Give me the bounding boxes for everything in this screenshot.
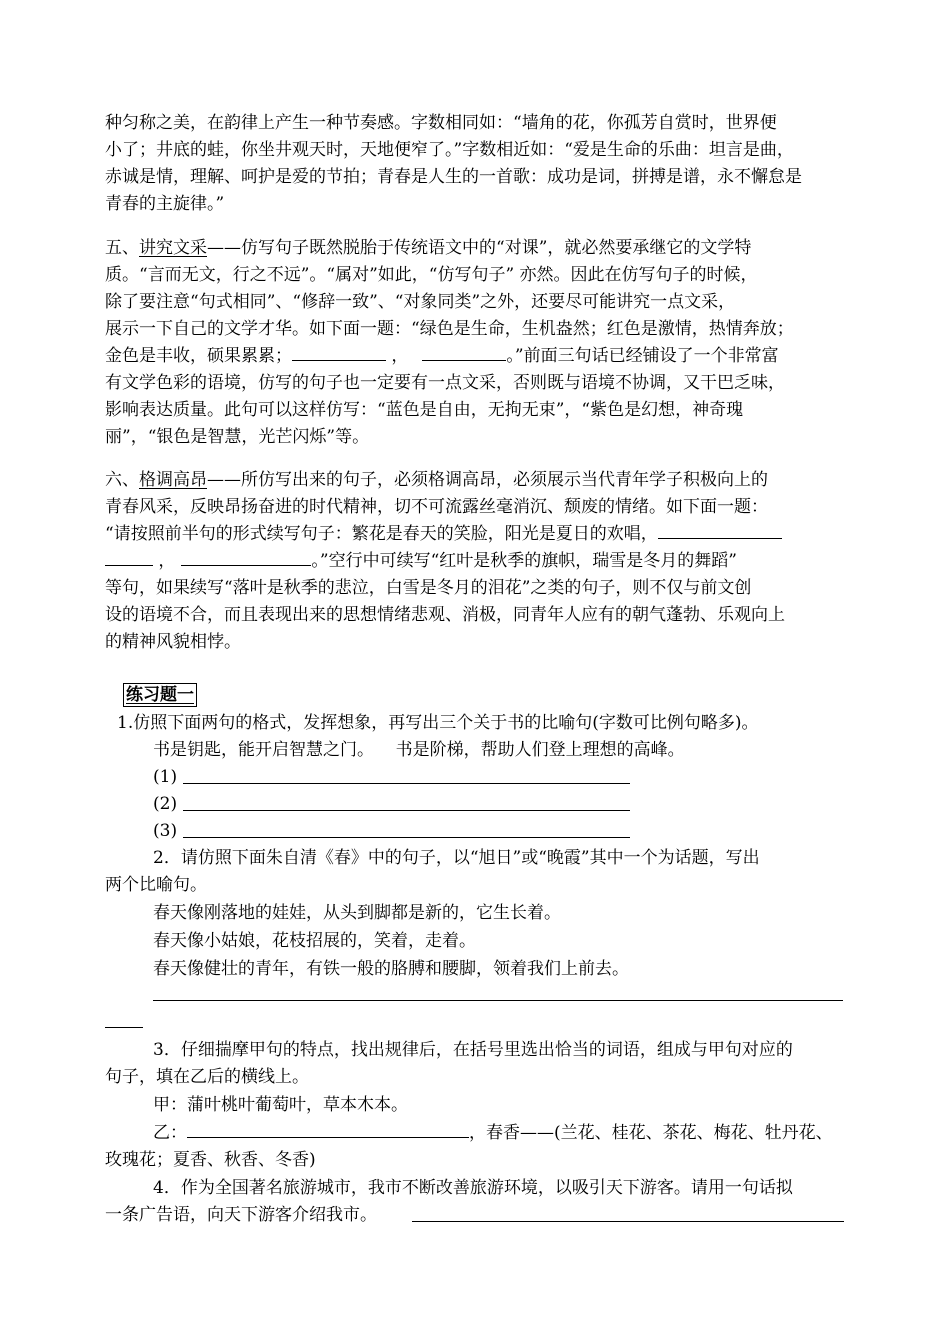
section5-line2: 质。“言而无文，行之不远”。“属对”如此，“仿写句子” 亦然。因此在仿写句子的时候， [105, 265, 758, 285]
section6-line6: 设的语境不合，而且表现出来的思想情绪悲观、消极，同青年人应有的朝气蓬勃、乐观向上 [105, 605, 785, 625]
q1-answer-line-3[interactable] [183, 837, 630, 838]
para1-line2: 小了；井底的蛙，你坐井观天时，天地便窄了。”字数相近如：“爱是生命的乐曲：坦言是曲， [105, 140, 794, 160]
para1-line3: 赤诚是情，理解、呵护是爱的节拍；青春是人生的一首歌：成功是词，拼搏是谱，永不懈怠是 [105, 167, 802, 187]
q4-answer-line[interactable] [412, 1221, 844, 1222]
q3-yi-prefix: 乙： [153, 1123, 187, 1143]
q2-line2: 两个比喻句。 [105, 875, 207, 895]
q4-line1: 4．作为全国著名旅游城市，我市不断改善旅游环境，以吸引天下游客。请用一句话拟 [153, 1178, 793, 1198]
section6-line1-rest: ——所仿写出来的句子，必须格调高昂，必须展示当代青年学子积极向上的 [207, 470, 768, 490]
q2-example-1: 春天像刚落地的娃娃，从头到脚都是新的，它生长着。 [153, 903, 561, 923]
section6-line5: 等句，如果续写“落叶是秋季的悲泣，白雪是冬月的泪花”之类的句子，则不仅与前文创 [105, 578, 752, 598]
fill-blank-2[interactable] [422, 344, 506, 361]
q1-example: 书是钥匙，能开启智慧之门。 书是阶梯，帮助人们登上理想的高峰。 [153, 740, 685, 760]
section6-line3 [105, 521, 782, 548]
q3-jia: 甲：蒲叶桃叶葡萄叶，草本木本。 [153, 1095, 408, 1115]
section6-line1 [105, 467, 768, 494]
q3-line1: 3．仔细揣摩甲句的特点，找出规律后，在括号里选出恰当的词语，组成与甲句对应的 [153, 1040, 793, 1060]
section6-line2: 青春风采，反映昂扬奋进的时代精神，切不可流露丝毫消沉、颓废的情绪。如下面一题： [105, 497, 768, 517]
q1-text: 1.仿照下面两句的格式，发挥想象，再写出三个关于书的比喻句(字数可比例句略多)。 [117, 713, 759, 733]
section6-line4 [105, 548, 737, 575]
fill-blank-5[interactable] [181, 549, 311, 566]
q1-blank-label-3: (3) [153, 821, 178, 841]
section6-line3-text: “请按照前半句的形式续写句子：繁花是春天的笑脸，阳光是夏日的欢唱， [105, 524, 658, 544]
q1-blank-label-2: (2) [153, 794, 178, 814]
section5-line6: 有文学色彩的语境，仿写的句子也一定要有一点文采，否则既与语境不协调，又干巴乏味， [105, 373, 785, 393]
q2-line1: 2．请仿照下面朱自清《春》中的句子，以“旭日”或“晚霞”其中一个为话题，写出 [153, 848, 760, 868]
section5-line1-rest: ——仿写句子既然脱胎于传统语文中的“对课”，就必然要承继它的文学特 [207, 238, 752, 258]
q1-answer-line-2[interactable] [183, 810, 630, 811]
fill-blank-4[interactable] [105, 549, 153, 566]
q2-example-3: 春天像健壮的青年，有铁一般的胳膊和腰脚，领着我们上前去。 [153, 959, 629, 979]
para1-line4: 青春的主旋律。” [105, 194, 225, 214]
exercise-title: 练习题一 [123, 683, 197, 707]
section6-term: 格调高昂 [139, 470, 207, 490]
para1-line1: 种匀称之美，在韵律上产生一种节奏感。字数相同如：“墙角的花，你孤芳自赏时，世界便 [105, 113, 777, 133]
section5-term: 讲究文采 [139, 238, 207, 258]
section5-line5-a: 金色是丰收，硕果累累； [105, 346, 292, 366]
section6-line4-b: 。”空行中可续写“红叶是秋季的旗帜，瑞雪是冬月的舞蹈” [311, 551, 737, 571]
section5-line5-b: ， [386, 346, 409, 366]
section5-line5-c: 。”前面三句话已经铺设了一个非常富 [506, 346, 779, 366]
q3-line2: 句子，填在乙后的横线上。 [105, 1067, 309, 1087]
q2-answer-line-tail[interactable] [105, 1027, 143, 1028]
q4-line2: 一条广告语，向天下游客介绍我市。 [105, 1205, 377, 1225]
section6-line7: 的精神风貌相悖。 [105, 632, 241, 652]
section5-line4: 展示一下自己的文学才华。如下面一题：“绿色是生命，生机盎然；红色是激情，热情奔放； [105, 319, 794, 339]
fill-blank-3[interactable] [658, 522, 782, 539]
section5-line8: 丽”，“银色是智慧，光芒闪烁”等。 [105, 427, 370, 447]
q3-answer-blank[interactable] [187, 1121, 469, 1138]
q3-yi-line2: 玫瑰花；夏香、秋香、冬香) [105, 1150, 316, 1170]
section5-prefix: 五、 [105, 238, 139, 258]
q1-answer-line-1[interactable] [183, 783, 630, 784]
section5-line7: 影响表达质量。此句可以这样仿写：“蓝色是自由，无拘无束”，“紫色是幻想，神奇瑰 [105, 400, 744, 420]
q3-yi-rest: ，春香——(兰花、桂花、茶花、梅花、牡丹花、 [469, 1123, 833, 1143]
section5-line3: 除了要注意“句式相同”、“修辞一致”、“对象同类”之外，还要尽可能讲究一点文采， [105, 292, 736, 312]
fill-blank-1[interactable] [292, 344, 386, 361]
section6-prefix: 六、 [105, 470, 139, 490]
q2-answer-line[interactable] [153, 1000, 843, 1001]
q1-blank-label-1: (1) [153, 767, 178, 787]
section5-line5 [105, 343, 779, 370]
section5-line1 [105, 235, 751, 262]
q3-yi [153, 1120, 833, 1147]
section6-line4-a: ， [153, 551, 176, 571]
q2-example-2: 春天像小姑娘，花枝招展的，笑着，走着。 [153, 931, 476, 951]
